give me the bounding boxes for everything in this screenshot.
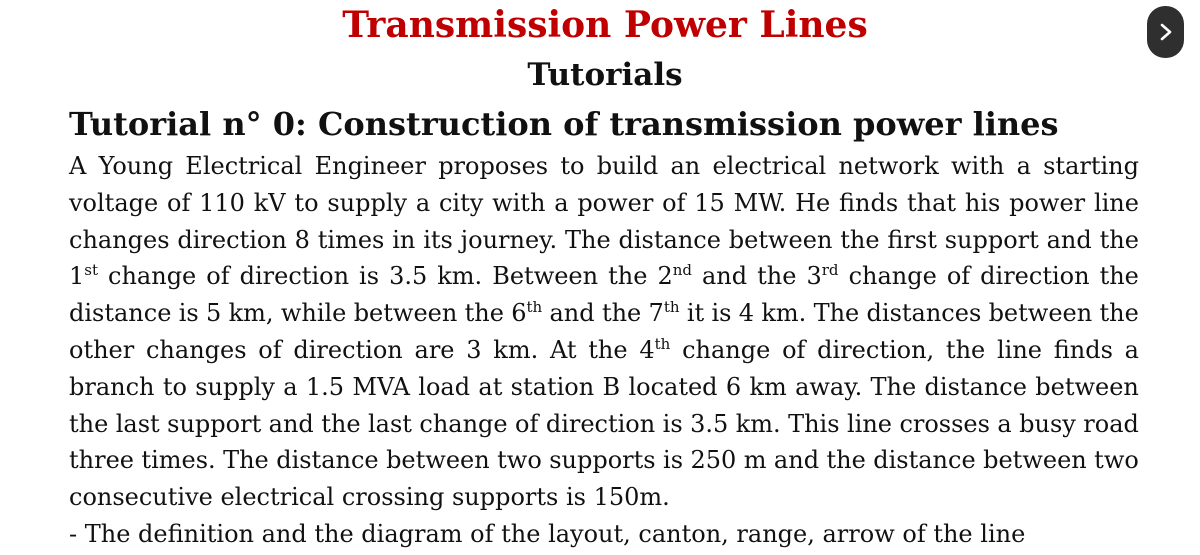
document-subtitle: Tutorials: [527, 57, 683, 93]
word: the: [840, 225, 880, 254]
paragraph-line: [69, 258, 1139, 295]
word: last: [115, 409, 160, 438]
word: crosses: [899, 409, 990, 438]
word: a: [554, 188, 569, 217]
question-bullet: - The definition and the diagram of the layout, canton, range, arrow of the line: [69, 519, 1026, 548]
word: change: [848, 262, 937, 291]
word: to: [294, 188, 319, 217]
paragraph-line: [69, 222, 1139, 259]
word: between: [353, 299, 458, 328]
word: the: [757, 262, 797, 291]
word: his: [964, 188, 1001, 217]
word: km.: [761, 299, 807, 328]
word: line: [996, 335, 1042, 364]
word: Young: [98, 152, 174, 180]
word: 15: [694, 188, 725, 217]
word: 1st: [69, 261, 99, 291]
word: distance: [873, 446, 976, 475]
word: direction,: [817, 335, 935, 364]
word: while: [280, 299, 347, 328]
word: load: [418, 372, 471, 401]
word: is: [662, 409, 683, 438]
next-page-button[interactable]: [1147, 6, 1184, 58]
word: change: [108, 262, 197, 291]
word: Engineer: [314, 152, 426, 180]
word: in: [392, 225, 416, 254]
paragraph-line: [69, 406, 1139, 443]
paragraph-line: [69, 185, 1139, 222]
word: km.: [735, 409, 781, 438]
word: network: [838, 152, 939, 180]
word: direction: [545, 409, 656, 438]
word: finds: [1053, 335, 1113, 364]
word: is: [178, 299, 199, 328]
word: km,: [228, 299, 274, 328]
word: proposes: [438, 152, 549, 180]
word: build: [596, 152, 659, 180]
word: journey.: [460, 225, 558, 254]
word: starting: [1043, 152, 1139, 180]
word: a: [415, 188, 431, 217]
word: direction: [177, 225, 287, 254]
word: the: [1099, 262, 1139, 291]
word: the: [1099, 225, 1139, 254]
word: two: [497, 446, 542, 475]
tutorial-paragraph: [69, 148, 1139, 553]
word: 1.5: [305, 372, 345, 401]
word: a: [283, 372, 298, 401]
paragraph-line: [69, 332, 1139, 369]
word: busy: [1019, 409, 1076, 438]
word: power: [1009, 188, 1086, 217]
word: change: [419, 409, 508, 438]
word: 2nd: [657, 261, 692, 291]
word: an: [670, 152, 701, 180]
word: 6th: [511, 298, 543, 328]
word: other: [69, 335, 135, 364]
word: Between: [492, 262, 599, 291]
word: 3.5: [690, 409, 729, 438]
word: 5: [206, 299, 222, 328]
word: are: [414, 335, 455, 364]
word: 3rd: [806, 261, 839, 291]
word: power: [577, 188, 654, 217]
word: distance: [69, 299, 172, 328]
word: 8: [294, 225, 310, 254]
word: of: [206, 262, 230, 291]
word: with: [951, 152, 1005, 180]
word: voltage: [69, 188, 159, 217]
word: the: [464, 299, 504, 328]
word: and: [702, 262, 748, 291]
word: 4: [738, 299, 755, 328]
word: electrical: [712, 152, 827, 180]
word: first: [887, 225, 937, 254]
word: MVA: [352, 372, 410, 401]
word: the: [321, 409, 361, 438]
word: finds: [839, 188, 899, 217]
word: Electrical: [185, 152, 303, 180]
word: m: [743, 446, 767, 475]
word: of: [515, 409, 539, 438]
word: distance: [618, 225, 721, 254]
paragraph-line: [69, 369, 1139, 406]
word: is: [359, 262, 380, 291]
word: is: [711, 299, 732, 328]
word: between: [386, 446, 490, 475]
word: city: [438, 188, 484, 217]
word: and: [549, 299, 595, 328]
word: and: [773, 446, 820, 475]
word: branch: [69, 372, 155, 401]
word: km.: [493, 335, 539, 364]
word: MW.: [733, 188, 787, 217]
word: direction: [980, 262, 1090, 291]
word: the: [826, 446, 866, 475]
word: support: [944, 225, 1039, 254]
word: supply: [327, 188, 408, 217]
word: located: [628, 372, 718, 401]
word: and: [1046, 225, 1092, 254]
word: last: [367, 409, 412, 438]
paragraph-line-last: consecutive electrical crossing supports is 150m.: [69, 483, 670, 512]
word: that: [907, 188, 957, 217]
word: of: [258, 335, 282, 364]
tutorial-heading: Tutorial n° 0: Construction of transmission power lines: [69, 105, 1059, 143]
word: the: [588, 335, 628, 364]
word: 110: [199, 188, 245, 217]
word: The: [813, 299, 860, 328]
word: changes: [145, 335, 247, 364]
word: direction: [239, 262, 350, 291]
word: A: [69, 152, 87, 180]
word: distance: [924, 372, 1027, 401]
word: away.: [795, 372, 863, 401]
paragraph-line: [69, 295, 1139, 332]
word: between: [1035, 372, 1139, 401]
word: km.: [437, 262, 483, 291]
word: between: [728, 225, 833, 254]
chevron-right-icon: [1159, 23, 1173, 41]
word: between: [988, 299, 1093, 328]
word: the: [945, 335, 986, 364]
word: times.: [141, 446, 216, 475]
word: line: [846, 409, 892, 438]
word: two: [1094, 446, 1139, 475]
paragraph-line: [69, 148, 1139, 185]
word: 250: [690, 446, 737, 475]
word: a: [1124, 335, 1139, 364]
word: a: [1016, 152, 1031, 180]
word: of: [167, 188, 191, 217]
word: the: [608, 262, 648, 291]
word: direction: [293, 335, 403, 364]
word: B: [602, 372, 621, 401]
word: The: [870, 372, 917, 401]
word: a: [997, 409, 1012, 438]
word: 4th: [639, 334, 671, 364]
word: three: [69, 446, 134, 475]
word: it: [686, 299, 705, 328]
word: The: [565, 225, 611, 254]
word: He: [795, 188, 831, 217]
word: is: [663, 446, 684, 475]
word: with: [492, 188, 546, 217]
word: between: [983, 446, 1087, 475]
word: to: [162, 372, 187, 401]
word: the: [601, 299, 642, 328]
word: and: [268, 409, 314, 438]
word: 7th: [648, 298, 680, 328]
word: of: [946, 262, 971, 291]
word: kV: [253, 188, 286, 217]
word: the: [1099, 299, 1139, 328]
word: line: [1093, 188, 1139, 217]
word: 3: [466, 335, 482, 364]
word: supports: [549, 446, 656, 475]
word: of: [782, 335, 806, 364]
word: changes: [69, 225, 170, 254]
word: 6: [725, 372, 742, 401]
word: supply: [195, 372, 275, 401]
word: The: [223, 446, 269, 475]
paragraph-line: [69, 442, 1139, 479]
word: distances: [866, 299, 982, 328]
word: distance: [276, 446, 379, 475]
word: of: [662, 188, 686, 217]
word: at: [478, 372, 503, 401]
word: its: [423, 225, 453, 254]
word: change: [682, 335, 771, 364]
word: At: [549, 335, 577, 364]
word: to: [560, 152, 585, 180]
word: times: [317, 225, 385, 254]
word: station: [510, 372, 595, 401]
document-title: Transmission Power Lines: [342, 4, 868, 46]
word: road: [1083, 409, 1139, 438]
word: 3.5: [389, 262, 428, 291]
word: km: [749, 372, 787, 401]
word: support: [167, 409, 262, 438]
word: This: [788, 409, 840, 438]
word: the: [69, 409, 109, 438]
